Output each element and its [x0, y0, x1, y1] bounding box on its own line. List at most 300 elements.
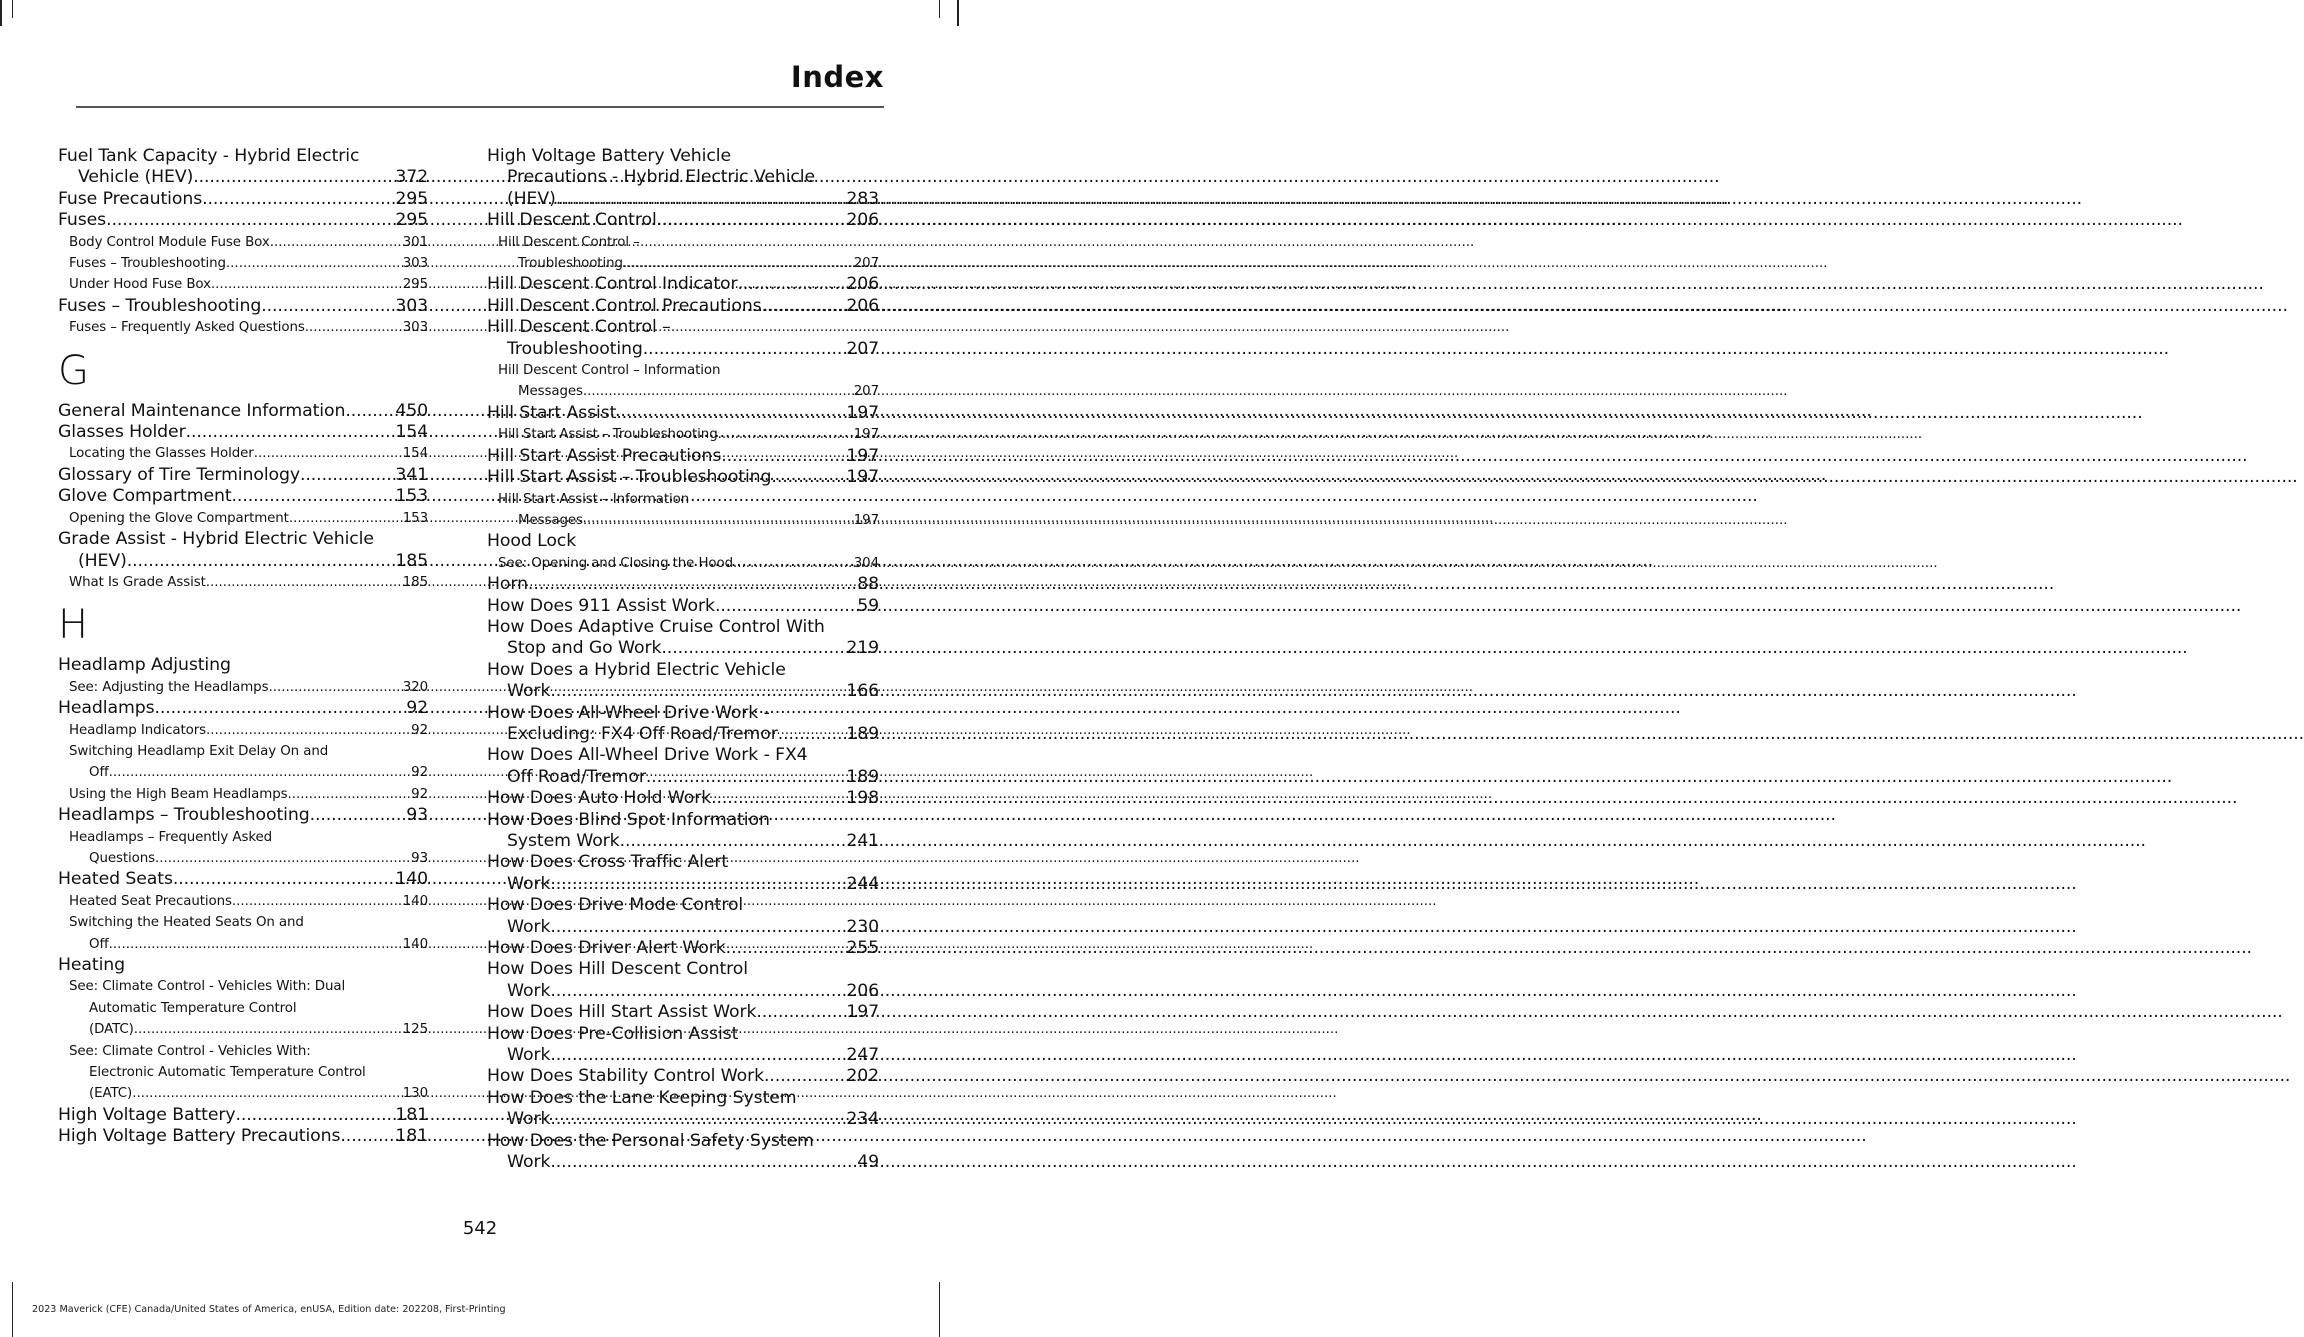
entry-leader-row	[69, 934, 428, 955]
entry-leader-row	[58, 167, 428, 188]
entry-title: Work	[507, 1152, 551, 1173]
entry-title: Hill Descent Control Precautions	[487, 295, 762, 316]
entry-text-line: Automatic Temperature Control	[89, 1000, 297, 1016]
entry-leader-row	[487, 1109, 879, 1130]
index-entry	[487, 959, 879, 1002]
entry-leader-row	[69, 784, 428, 805]
entry-leader-row	[498, 510, 879, 531]
index-subentry	[58, 1041, 428, 1105]
entry-title: Locating the Glasses Holder	[69, 446, 254, 462]
index-entry	[487, 574, 879, 595]
index-section-letter: G	[58, 347, 89, 394]
entry-page-number[interactable]: 140	[402, 936, 428, 952]
entry-title: See: Opening and Closing the Hood	[498, 555, 734, 571]
dot-leader	[186, 422, 396, 443]
index-subentry	[58, 317, 428, 338]
entry-leader-row	[69, 317, 428, 338]
entry-page-number[interactable]: 303	[402, 320, 428, 336]
entry-page-number[interactable]: 125	[402, 1022, 428, 1038]
entry-title: Stop and Go Work	[507, 638, 662, 659]
index-entry	[487, 617, 879, 660]
entry-leader-row	[58, 465, 428, 486]
entry-text-line: How Does Drive Mode Control	[487, 895, 744, 916]
index-column-right	[487, 146, 879, 1174]
entry-leader-row	[487, 1002, 879, 1023]
entry-page-number[interactable]: 241	[846, 831, 879, 851]
entry-title: Horn	[487, 574, 528, 595]
entry-leader-row	[498, 381, 879, 402]
crop-mark	[12, 0, 13, 18]
dot-leader	[305, 317, 403, 338]
entry-page-number[interactable]: 181	[395, 1126, 428, 1147]
dot-leader	[193, 167, 395, 188]
entry-page-number[interactable]: 197	[846, 402, 879, 423]
dot-leader	[738, 274, 847, 295]
entry-title: Fuses	[58, 210, 107, 231]
entry-title: Using the High Beam Headlamps	[69, 786, 288, 802]
index-entry	[58, 655, 428, 676]
entry-leader-row	[58, 210, 428, 231]
index-entry	[487, 596, 879, 617]
dot-leader	[616, 403, 846, 424]
entry-title: Troubleshooting	[518, 256, 623, 272]
entry-text-line: How Does Pre-Collision Assist	[487, 1023, 739, 1044]
entry-leader-row	[58, 869, 428, 890]
entry-leader-row	[487, 296, 879, 317]
entry-leader-row	[498, 553, 879, 574]
entry-title: Under Hood Fuse Box	[69, 277, 211, 293]
index-subentry	[58, 508, 428, 529]
entry-title: Work	[507, 873, 551, 894]
entry-leader-row	[487, 681, 879, 702]
index-entry	[487, 938, 879, 959]
entry-page-number[interactable]: 295	[395, 188, 428, 209]
crop-mark	[939, 0, 940, 18]
entry-text-line: Hill Descent Control – Information	[498, 363, 721, 379]
entry-page-number[interactable]: 234	[846, 1109, 879, 1130]
entry-page-number[interactable]: 189	[846, 766, 879, 787]
entry-title: Work	[507, 1109, 551, 1130]
entry-title: Work	[507, 1045, 551, 1066]
entry-page-number[interactable]: 198	[846, 788, 879, 809]
entry-title: Messages	[518, 384, 583, 400]
entry-title: Off	[89, 936, 109, 952]
index-subentry	[58, 720, 428, 741]
index-entry	[487, 467, 879, 488]
index-entry	[58, 401, 428, 422]
entry-text-line: How Does a Hybrid Electric Vehicle	[487, 659, 786, 680]
entry-title: How Does Stability Control Work	[487, 1066, 765, 1087]
index-entry	[487, 531, 879, 552]
entry-leader-row	[69, 720, 428, 741]
entry-text-line: How Does Hill Descent Control	[487, 959, 748, 980]
entry-page-number[interactable]: 303	[395, 295, 428, 316]
entry-leader-row	[487, 981, 879, 1002]
entry-page-number[interactable]: 130	[402, 1086, 428, 1102]
entry-page-number[interactable]: 244	[846, 873, 879, 894]
index-subentry	[487, 360, 879, 403]
footer-edition-info: 2023 Maverick (CFE) Canada/United States of America, enUSA, Edition date: 202208, First-Printing	[32, 1304, 506, 1315]
dot-leader	[206, 720, 411, 741]
entry-page-number[interactable]: 247	[846, 1045, 879, 1066]
index-subentry	[58, 274, 428, 295]
entry-page-number[interactable]: 197	[853, 427, 879, 443]
entry-page-number[interactable]: 49	[857, 1152, 879, 1173]
entry-text-line: Grade Assist - Hybrid Electric Vehicle	[58, 529, 374, 550]
dot-leader	[254, 443, 403, 464]
index-entry	[58, 1126, 428, 1147]
entry-page-number[interactable]: 207	[846, 338, 879, 359]
entry-text-line: How Does All-Wheel Drive Work - FX4	[487, 745, 808, 766]
entry-leader-row	[69, 443, 428, 464]
entry-leader-row	[487, 767, 879, 788]
entry-page-number[interactable]: 189	[846, 723, 879, 744]
entry-leader-row	[487, 531, 879, 552]
index-entry	[58, 955, 428, 976]
entry-title: Hill Descent Control	[487, 210, 657, 231]
entry-page-number[interactable]: 219	[846, 638, 879, 659]
entry-leader-row	[58, 805, 428, 826]
dot-leader	[721, 446, 846, 467]
index-entry	[58, 422, 428, 443]
crop-mark	[12, 1282, 13, 1337]
dot-leader	[211, 274, 403, 295]
entry-page-number[interactable]: 304	[853, 555, 879, 571]
entry-page-number[interactable]: 166	[846, 681, 879, 702]
entry-text-line: Fuel Tank Capacity - Hybrid Electric	[58, 146, 360, 166]
entry-title: Troubleshooting	[507, 338, 643, 359]
dot-leader	[623, 253, 854, 274]
entry-text-line: Hill Start Assist – Information	[498, 491, 690, 507]
entry-leader-row	[487, 831, 879, 852]
index-entry	[487, 446, 879, 467]
entry-leader-row	[498, 424, 879, 445]
index-entry	[487, 1066, 879, 1087]
dot-leader	[236, 1105, 396, 1126]
entry-leader-row	[58, 551, 428, 572]
entry-page-number[interactable]: 295	[402, 277, 428, 293]
index-entry	[58, 698, 428, 719]
entry-page-number[interactable]: 154	[395, 422, 428, 443]
dot-leader	[268, 677, 402, 698]
entry-title: High Voltage Battery Precautions	[58, 1126, 341, 1147]
entry-text-line: See: Climate Control - Vehicles With: Dual	[69, 979, 346, 995]
entry-page-number[interactable]: 154	[402, 446, 428, 462]
entry-text-line: How Does Adaptive Cruise Control With	[487, 616, 825, 637]
entry-leader-row	[487, 1045, 879, 1066]
entry-page-number[interactable]: 197	[846, 467, 879, 488]
entry-page-number[interactable]: 206	[846, 295, 879, 316]
index-subentry	[58, 741, 428, 784]
dot-leader	[154, 698, 406, 719]
index-entry	[487, 274, 879, 295]
dot-leader	[733, 553, 854, 574]
entry-title: High Voltage Battery	[58, 1104, 236, 1125]
index-subentry	[487, 424, 879, 445]
page-title: Index	[790, 60, 884, 94]
entry-leader-row	[58, 422, 428, 443]
entry-page-number[interactable]: 372	[395, 167, 428, 188]
dot-leader	[109, 762, 411, 783]
entry-text-line: Hill Descent Control –	[498, 234, 640, 250]
entry-page-number[interactable]: 295	[395, 210, 428, 231]
entry-page-number[interactable]: 93	[411, 850, 428, 866]
index-entry	[58, 189, 428, 210]
entry-title: How Does Hill Start Assist Work	[487, 1002, 757, 1023]
entry-leader-row	[69, 508, 428, 529]
index-entry	[487, 895, 879, 938]
dot-leader	[288, 784, 412, 805]
entry-page-number[interactable]: 185	[402, 574, 428, 590]
index-subentry	[58, 827, 428, 870]
index-entry	[487, 210, 879, 231]
entry-title: How Does 911 Assist Work	[487, 595, 715, 616]
dot-leader	[300, 465, 395, 486]
entry-title: Work	[507, 681, 551, 702]
entry-leader-row	[69, 274, 428, 295]
dot-leader	[132, 1083, 403, 1104]
entry-page-number[interactable]: 301	[402, 234, 428, 250]
entry-page-number[interactable]: 140	[395, 869, 428, 890]
dot-leader	[127, 551, 396, 572]
entry-page-number[interactable]: 255	[846, 938, 879, 959]
entry-leader-row	[487, 210, 879, 231]
entry-title: Hill Start Assist Precautions	[487, 445, 722, 466]
dot-leader	[202, 189, 395, 210]
index-entry	[58, 529, 428, 572]
entry-title: Fuses – Frequently Asked Questions	[69, 320, 305, 336]
index-subentry	[58, 572, 428, 593]
dot-leader	[289, 508, 403, 529]
dot-leader	[232, 486, 396, 507]
index-subentry	[487, 232, 879, 275]
entry-leader-row	[487, 189, 879, 210]
entry-leader-row	[487, 1152, 879, 1173]
dot-leader	[550, 874, 846, 895]
entry-title: Heated Seats	[58, 869, 173, 890]
index-subentry	[58, 912, 428, 955]
dot-leader	[583, 381, 854, 402]
entry-leader-row	[58, 1126, 428, 1147]
dot-leader	[550, 1152, 857, 1173]
entry-title: Hill Start Assist	[487, 402, 617, 423]
entry-title: (DATC)	[89, 1022, 134, 1038]
entry-title: Off	[89, 765, 109, 781]
index-entry	[58, 146, 428, 189]
entry-page-number[interactable]: 206	[846, 210, 879, 231]
entry-title: Glossary of Tire Terminology	[58, 464, 300, 485]
entry-page-number[interactable]: 197	[853, 512, 879, 528]
index-entry	[487, 810, 879, 853]
entry-title: Messages	[518, 512, 583, 528]
header-divider	[76, 106, 884, 108]
entry-title: Headlamps	[58, 698, 155, 719]
entry-page-number[interactable]: 88	[857, 574, 879, 595]
entry-leader-row	[69, 572, 428, 593]
entry-page-number[interactable]: 207	[853, 384, 879, 400]
entry-title: Heated Seat Precautions	[69, 893, 232, 909]
index-subentry	[58, 253, 428, 274]
dot-leader	[550, 681, 846, 702]
entry-page-number[interactable]: 92	[411, 765, 428, 781]
dot-leader	[726, 938, 847, 959]
entry-page-number[interactable]: 92	[406, 698, 428, 719]
entry-title: Work	[507, 916, 551, 937]
index-entry	[58, 486, 428, 507]
index-entry	[487, 852, 879, 895]
entry-text-line: Hill Descent Control –	[487, 317, 671, 338]
entry-page-number[interactable]: 185	[395, 550, 428, 571]
dot-leader	[771, 467, 846, 488]
entry-title: Excluding: FX4 Off Road/Tremor	[507, 723, 778, 744]
entry-page-number[interactable]: 283	[846, 188, 879, 209]
entry-page-number[interactable]: 140	[402, 893, 428, 909]
index-subentry	[58, 976, 428, 1040]
dot-leader	[310, 805, 407, 826]
entry-leader-row	[487, 274, 879, 295]
dot-leader	[173, 869, 395, 890]
entry-page-number[interactable]: 92	[411, 786, 428, 802]
index-entry	[58, 210, 428, 231]
entry-text-line: Precautions - Hybrid Electric Vehicle	[507, 167, 816, 188]
dot-leader	[550, 917, 846, 938]
entry-page-number[interactable]: 197	[846, 1002, 879, 1023]
index-entry	[487, 703, 879, 746]
dot-leader	[550, 1109, 846, 1130]
entry-title: Opening the Glove Compartment	[69, 510, 289, 526]
entry-leader-row	[69, 253, 428, 274]
entry-title: Work	[507, 980, 551, 1001]
index-entry	[487, 146, 879, 210]
entry-leader-row	[487, 724, 879, 745]
entry-page-number[interactable]: 303	[402, 256, 428, 272]
entry-page-number[interactable]: 93	[406, 805, 428, 826]
entry-title: Off Road/Tremor	[507, 766, 646, 787]
dot-leader	[261, 296, 395, 317]
entry-leader-row	[58, 1105, 428, 1126]
dot-leader	[206, 572, 403, 593]
index-entry	[58, 1105, 428, 1126]
entry-title: Body Control Module Fuse Box	[69, 234, 270, 250]
index-entry	[487, 317, 879, 360]
entry-page-number[interactable]: 59	[857, 595, 879, 616]
index-entry	[58, 805, 428, 826]
entry-leader-row	[487, 788, 879, 809]
entry-leader-row	[487, 596, 879, 617]
entry-title: Fuse Precautions	[58, 188, 203, 209]
entry-text-line: How Does Cross Traffic Alert	[487, 852, 729, 873]
entry-title: Headlamp Indicators	[69, 722, 206, 738]
entry-page-number[interactable]: 181	[395, 1104, 428, 1125]
entry-leader-row	[69, 677, 428, 698]
entry-text-line: How Does the Personal Safety System	[487, 1130, 814, 1151]
entry-page-number[interactable]: 207	[853, 256, 879, 272]
entry-leader-row	[487, 638, 879, 659]
crop-mark	[939, 1282, 940, 1337]
entry-page-number[interactable]: 341	[395, 464, 428, 485]
entry-page-number[interactable]: 153	[402, 510, 428, 526]
dot-leader	[764, 1066, 846, 1087]
dot-leader	[620, 831, 847, 852]
entry-leader-row	[487, 403, 879, 424]
crop-mark	[0, 0, 2, 26]
entry-text-line: Switching the Heated Seats On and	[69, 915, 304, 931]
index-entry	[58, 296, 428, 317]
index-entry	[487, 1024, 879, 1067]
entry-leader-row	[69, 232, 428, 253]
dot-leader	[643, 339, 847, 360]
dot-leader	[106, 210, 395, 231]
entry-page-number[interactable]: 320	[402, 679, 428, 695]
entry-text-line: Electronic Automatic Temperature Control	[89, 1065, 366, 1081]
entry-page-number[interactable]: 92	[411, 722, 428, 738]
index-entry	[487, 296, 879, 317]
entry-title: General Maintenance Information	[58, 400, 346, 421]
index-entry	[487, 745, 879, 788]
dot-leader	[711, 788, 846, 809]
index-entry	[58, 869, 428, 890]
entry-leader-row	[58, 189, 428, 210]
entry-page-number[interactable]: 206	[846, 980, 879, 1001]
dot-leader	[528, 574, 857, 595]
entry-page-number[interactable]: 202	[846, 1066, 879, 1087]
entry-text-line: High Voltage Battery Vehicle	[487, 146, 731, 166]
dot-leader	[715, 596, 857, 617]
entry-title: Heating	[58, 955, 126, 975]
entry-title: Glove Compartment	[58, 486, 232, 507]
entry-title: Hill Start Assist – Troubleshooting	[498, 427, 718, 443]
entry-text-line: Switching Headlamp Exit Delay On and	[69, 743, 329, 759]
index-subentry	[487, 489, 879, 532]
entry-title: Headlamps – Troubleshooting	[58, 805, 310, 826]
entry-page-number[interactable]: 206	[846, 274, 879, 295]
dot-leader	[232, 891, 403, 912]
index-entry	[487, 403, 879, 424]
entry-page-number[interactable]: 153	[395, 486, 428, 507]
index-entry	[487, 788, 879, 809]
entry-title: System Work	[507, 831, 620, 851]
entry-title: Headlamp Adjusting	[58, 655, 231, 676]
entry-leader-row	[58, 296, 428, 317]
entry-text-line: How Does the Lane Keeping System	[487, 1087, 797, 1108]
index-subentry	[58, 232, 428, 253]
entry-leader-row	[69, 1019, 428, 1040]
index-subentry	[487, 553, 879, 574]
dot-leader	[340, 1126, 395, 1147]
index-entry	[487, 1131, 879, 1174]
entry-page-number[interactable]: 450	[395, 400, 428, 421]
entry-title: How Does Driver Alert Work	[487, 938, 726, 959]
entry-leader-row	[69, 1083, 428, 1104]
entry-leader-row	[487, 917, 879, 938]
entry-leader-row	[487, 446, 879, 467]
index-entry	[58, 465, 428, 486]
entry-title: Vehicle (HEV)	[78, 167, 194, 188]
index-entry	[487, 1088, 879, 1131]
entry-leader-row	[58, 401, 428, 422]
index-subentry	[58, 443, 428, 464]
entry-page-number[interactable]: 197	[846, 445, 879, 466]
index-subentry	[58, 891, 428, 912]
entry-leader-row	[487, 874, 879, 895]
entry-leader-row	[487, 467, 879, 488]
entry-title: Hood Lock	[487, 531, 577, 552]
entry-page-number[interactable]: 230	[846, 916, 879, 937]
index-entry	[487, 660, 879, 703]
page-number: 542	[462, 1218, 498, 1239]
entry-title: What Is Grade Assist	[69, 574, 206, 590]
dot-leader	[550, 1045, 846, 1066]
